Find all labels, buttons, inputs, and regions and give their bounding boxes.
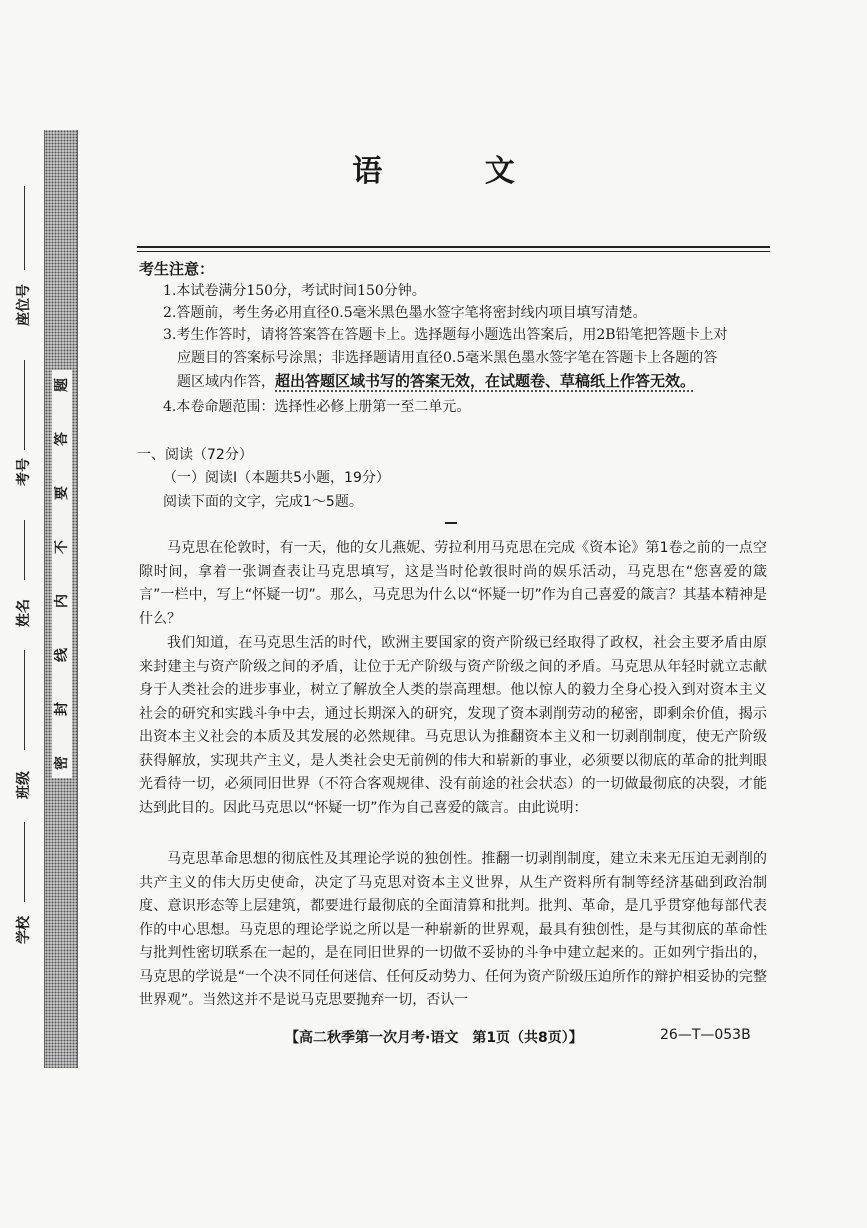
seal-char: 题 bbox=[54, 378, 70, 392]
notice-heading: 考生注意： bbox=[139, 260, 215, 278]
notice-item: 应题目的答案标号涂黑；非选择题请用直径0.5毫米黑色墨水签字笔在答题卡上各题的答 bbox=[177, 350, 718, 366]
seal-char: 线 bbox=[54, 648, 70, 662]
seat-line bbox=[24, 186, 25, 270]
class-line bbox=[24, 650, 25, 750]
passage-paragraph: 马克思在伦敦时，有一天，他的女儿燕妮、劳拉利用马克思在完成《资本论》第1卷之前的一点空隙时间，拿着一张调查表让马克思填写，这是当时伦敦很时尚的娱乐活动，马克思在“您喜爱的箴言”一栏中，写上“怀疑一切”。那么，马克思为什么以“怀疑一切”作为自己喜爱的箴言？其基本精神是什么？ bbox=[139, 540, 767, 627]
seal-char: 封 bbox=[54, 702, 70, 716]
header-rule bbox=[137, 246, 770, 248]
school-label: 学校 bbox=[16, 916, 32, 944]
part-marker bbox=[445, 522, 457, 524]
section-sub: （一）阅读Ⅰ（本题共5小题，19分） bbox=[163, 470, 390, 486]
footer-code: 26—T—053B bbox=[660, 1027, 751, 1043]
notice-emphasis: 超出答题区域书写的答案无效，在试题卷、草稿纸上作答无效。 bbox=[275, 372, 696, 390]
exam-no-label: 考号 bbox=[16, 458, 32, 486]
header-rule-thin bbox=[137, 251, 770, 252]
notice-item: 3.考生作答时，请将答案答在答题卡上。选择题每小题选出答案后，用2B铅笔把答题卡上对 bbox=[163, 327, 728, 343]
name-label: 姓名 bbox=[16, 599, 32, 627]
section-heading: 一、阅读（72分） bbox=[137, 447, 253, 463]
seal-char: 内 bbox=[54, 594, 70, 608]
notice-item: 2.答题前，考生务必用直径0.5毫米黑色墨水签字笔将密封线内项目填写清楚。 bbox=[163, 305, 647, 321]
page-title: 语 文 bbox=[352, 154, 561, 189]
section-instruction: 阅读下面的文字，完成1～5题。 bbox=[163, 494, 363, 510]
class-label: 班级 bbox=[16, 771, 32, 799]
notice-item bbox=[177, 371, 695, 392]
seal-char: 答 bbox=[54, 432, 70, 446]
notice-item-text: 题区域内作答， bbox=[177, 374, 275, 390]
footer-page-info: 【高二秋季第一次月考·语文 第1页（共8页）】 bbox=[285, 1030, 583, 1046]
seal-char: 密 bbox=[54, 756, 70, 770]
seal-line-text bbox=[52, 370, 72, 778]
seal-char: 要 bbox=[54, 486, 70, 500]
seat-label: 座位号 bbox=[16, 284, 32, 326]
passage-paragraph: 我们知道，在马克思生活的时代，欧洲主要国家的资产阶级已经取得了政权，社会主要矛盾由原来封建主与资产阶级之间的矛盾，让位于无产阶级与资产阶级之间的矛盾。马克思从年轻时就立志献身于人类社会的进步事业，树立了解放全人类的崇高理想。他以惊人的毅力全身心投入到对资本主义社会的研究和实践斗争中去，通过长期深入的研究，发现了资本剥削劳动的秘密，即剩余价值，揭示出资本主义社会的本质及其发展的必然规律。马克思认为推翻资本主义和一切剥削制度，使无产阶级获得解放，实现共产主义，是人类社会史无前例的伟大和崭新的事业，必须要以彻底的革命的批判眼光看待一切，必须同旧世界（不符合客观规律、没有前途的社会状态）的一切做最彻底的决裂，才能达到此目的。因此马克思以“怀疑一切”作为自己喜爱的箴言。由此说明： bbox=[139, 635, 767, 816]
school-line bbox=[24, 822, 25, 902]
name-line bbox=[24, 520, 25, 580]
exam-no-line bbox=[24, 360, 25, 450]
notice-item: 4.本卷命题范围：选择性必修上册第一至二单元。 bbox=[163, 399, 471, 415]
notice-item: 1.本试卷满分150分，考试时间150分钟。 bbox=[163, 283, 426, 299]
seal-char: 不 bbox=[54, 540, 70, 554]
passage-paragraph: 马克思革命思想的彻底性及其理论学说的独创性。推翻一切剥削制度，建立未来无压迫无剥削的共产主义的伟大历史使命，决定了马克思对资本主义世界，从生产资料所有制等经济基础到政治制度、意识形态等上层建筑，都要进行最彻底的全面清算和批判。批判、革命，是几乎贯穿他每部代表作的中心思想。马克思的理论学说之所以是一种崭新的世界观，最具有独创性，是与其彻底的革命性与批判性密切联系在一起的，是在同旧世界的一切做不妥协的斗争中建立起来的。正如列宁指出的，马克思的学说是“一个决不同任何迷信、任何反动势力、任何为资产阶级压迫所作的辩护相妥协的完整世界观”。当然这并不是说马克思要抛弃一切，否认一 bbox=[139, 851, 767, 1008]
